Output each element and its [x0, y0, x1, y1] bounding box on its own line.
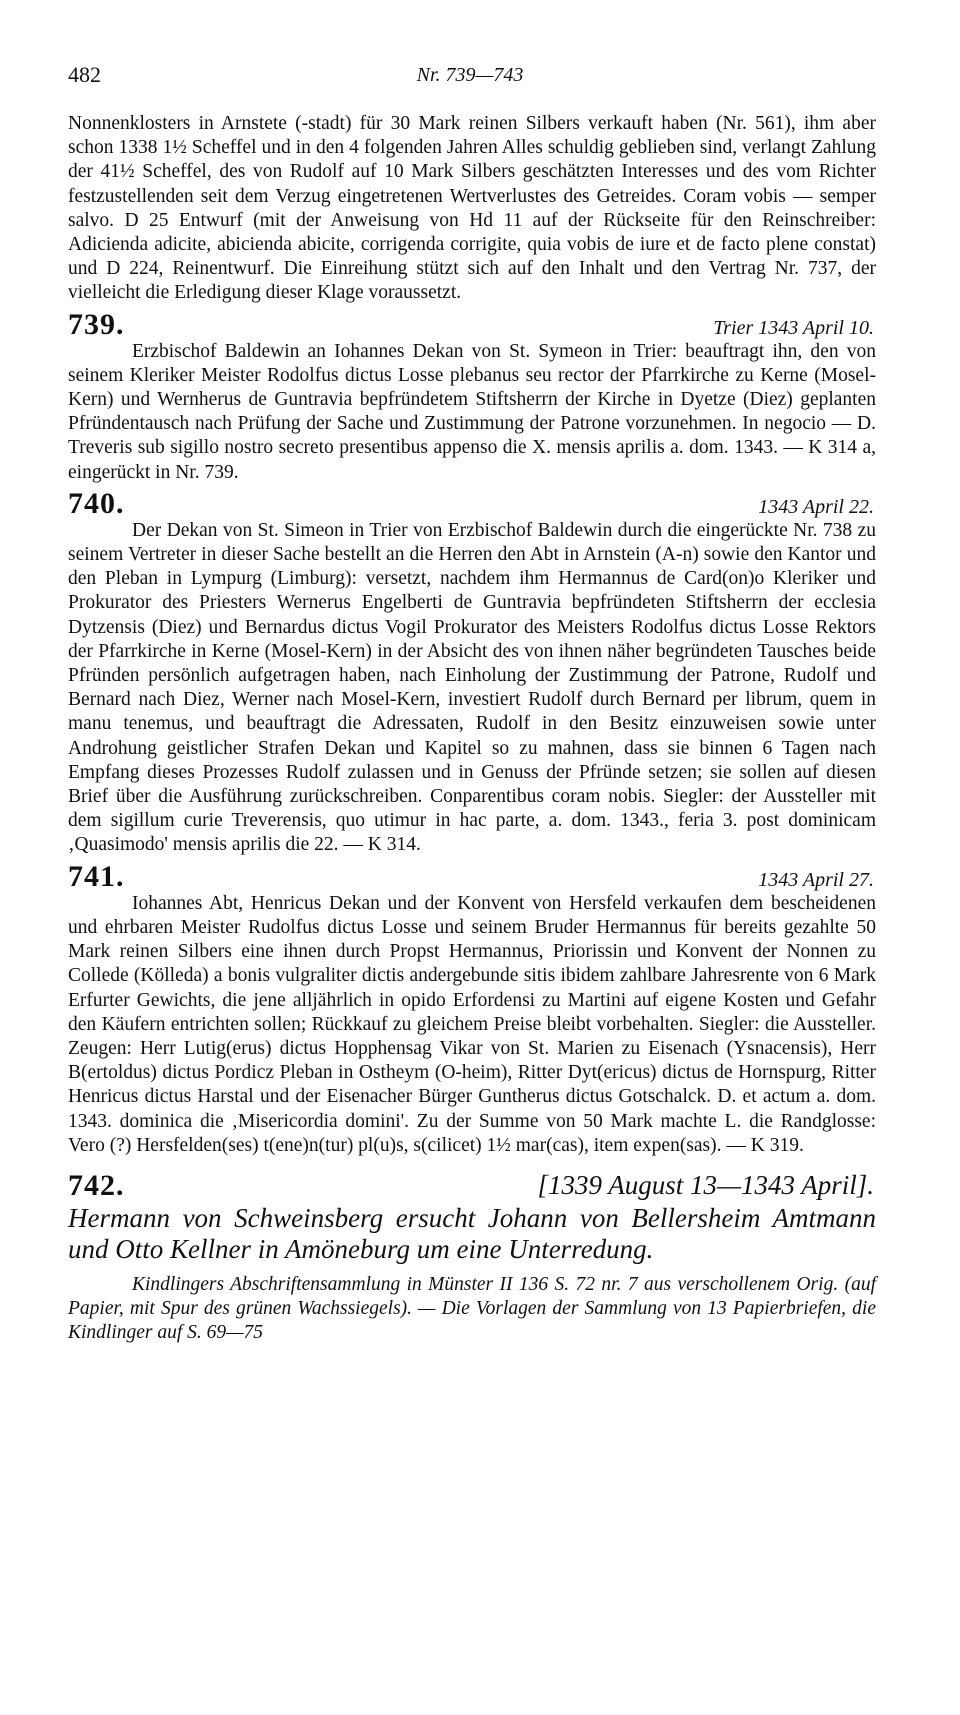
entry-739-heading: [68, 307, 876, 341]
entry-740-text: Der Dekan von St. Simeon in Trier von Erzbischof Baldewin durch die eingerückte Nr. 738 zu seinem Vertreter in dieser Sache bestellt an die Herren den Abt in Arnstein (A-n) sowie den Kantor und den Pleban in Lympurg (Limburg): versetzt, nachdem ihm Hermannus de Card(on)o Kleriker und Prokurator des Priesters Wernerus Engelberti de Guntravia bepfründeten Stiftsherrn der ecclesia Dytzensis (Diez) und Bernardus dictus Vogil Prokurator des Meisters Rodolfus dictus Losse Rektors der Pfarrkirche in Kerne (Mosel-Kern) in der Absicht des von ihnen näher begründeten Tausches beide Pfründen persönlich aufgetragen haben, nach Einholung der Zustimmung der Patrone, Rudolf und Bernard nach Diez, Werner nach Mosel-Kern, investiert Rudolf durch Bernard per librum, quem in manu tenemus, und beauftragt die Adressaten, Rudolf in den Besitz einzuweisen sowie unter Androhung geistlicher Strafen Dekan und Kapitel so zu mahnen, dass sie binnen 6 Tagen nach Empfang dieses Prozesses Rudolf zulassen und in Genuss der Pfründe setzen; sie sollen auf diesen Brief über die Ausführung zurückschreiben. Conparentibus coram nobis. Siegler: der Aussteller mit dem sigillum curie Treverensis, quo utimur in hac parte, a. dom. 1343., feria 3. post dominicam ‚Quasimodo' mensis aprilis die 22. — K 314.: [68, 519, 876, 856]
entry-741-text: Iohannes Abt, Henricus Dekan und der Konvent von Hersfeld verkaufen dem bescheidenen und ehrbaren Meister Rudolfus dictus Losse und seinem Bruder Hermannus für bereits gezahlte 50 Mark reinen Silbers eine ihnen durch Propst Hermannus, Priorissin und Konvent der Nonnen zu Collede (Kölleda) a bonis vulgraliter dictis andergebunde sitis ibidem zahlbare Jahresrente von 6 Mark Erfurter Gewichts, die jene alljährlich in opido Erfordensi zu Martini auf eigene Kosten und Gefahr den Käufern entrichten sollen; Rückkauf zu gleichem Preise bleibt vorbehalten. Siegler: die Aussteller. Zeugen: Herr Lutig(erus) dictus Hopphensag Vikar von St. Marien zu Eisenach (Ysnacensis), Herr B(ertoldus) dictus Pordicz Pleban in Ostheym (O-heim), Ritter Dyt(ericus) dictus de Hornspurg, Ritter Henricus dictus Harstal und der Eisenacher Bürger Guntherus dictus Gotschalck. D. et actum a. dom. 1343. dominica die ‚Misericordia domini'. Zu der Summe von 50 Mark machte L. die Randglosse: Vero (?) Hersfelden(ses) t(ene)n(tur) pl(u)s, s(cilicet) 1½ mar(cas), item expen(sas). — K 319.: [68, 892, 876, 1156]
entry-number: 742.: [68, 1168, 125, 1202]
entry-date: 1343 April 27.: [758, 868, 874, 891]
entry-date: 1343 April 22.: [758, 495, 874, 518]
page-header: [68, 62, 872, 92]
entry-number: 741.: [68, 859, 125, 893]
entry-date: [1339 August 13—1343 April].: [537, 1169, 874, 1200]
continuation-paragraph: Nonnenklosters in Arnstete (-stadt) für 30 Mark reinen Silbers verkauft haben (Nr. 561), ihm aber schon 1338 1½ Scheffel und in den 4 folgenden Jahren Alles schuldig geblieben sind, verlangt Zahlung der 41½ Scheffel, des von Rudolf auf 10 Mark Silbers geschätzten Interesses und des vom Richter festzustellenden seit dem Verzug eingetretenen Wertverlustes des Getreides. Coram vobis — semper salvo. D 25 Entwurf (mit der Anweisung von Hd 11 auf der Rückseite für den Reinschreiber: Adicienda adicite, abicienda abicite, corrigenda corrigite, quia vobis de iure et de facto plene constat) und D 224, Reinentwurf. Die Einreihung stützt sich auf den Inhalt und den Vertrag Nr. 737, der vielleicht die Erledigung dieser Klage voraussetzt.: [68, 113, 876, 304]
page-number: 482: [68, 62, 101, 87]
entry-number: 740.: [68, 486, 125, 520]
entry-739-text: Erzbischof Baldewin an Iohannes Dekan von St. Symeon in Trier: beauftragt ihn, den von seinem Kleriker Meister Rodolfus dictus Losse plebanus seu rector der Pfarrkirche zu Kerne (Mosel-Kern) und Wernherus de Guntravia bepfründetem Stiftsherrn der Kirche in Dyetze (Diez) geplanten Pfründentausch nach Prüfung der Sache und Zustimmung der Patrone vorzunehmen. In negocio — D. Treveris sub sigillo nostro secreto presentibus appenso die X. mensis aprilis a. dom. 1343. — K 314 a, eingerückt in Nr. 739.: [68, 340, 876, 483]
page-body: [68, 112, 876, 1346]
running-head: Nr. 739—743: [416, 64, 524, 86]
entry-740-heading: [68, 486, 876, 520]
entry-number: 739.: [68, 307, 125, 341]
entry-742-title: Hermann von Schweinsberg ersucht Johann von Bellersheim Amtmann und Otto Kellner in Amöneburg um eine Unterredung.: [68, 1202, 876, 1264]
entry-741-heading: [68, 859, 876, 893]
entry-date: Trier 1343 April 10.: [713, 316, 874, 339]
entry-742-heading: [68, 1170, 876, 1201]
entry-742-source-note: Kindlingers Abschriftensammlung in Münster II 136 S. 72 nr. 7 aus verschollenem Orig. (auf Papier, mit Spur des grünen Wachssiegels). — Die Vorlagen der Sammlung von 13 Papierbriefen, die Kindlinger auf S. 69—75: [68, 1273, 876, 1344]
